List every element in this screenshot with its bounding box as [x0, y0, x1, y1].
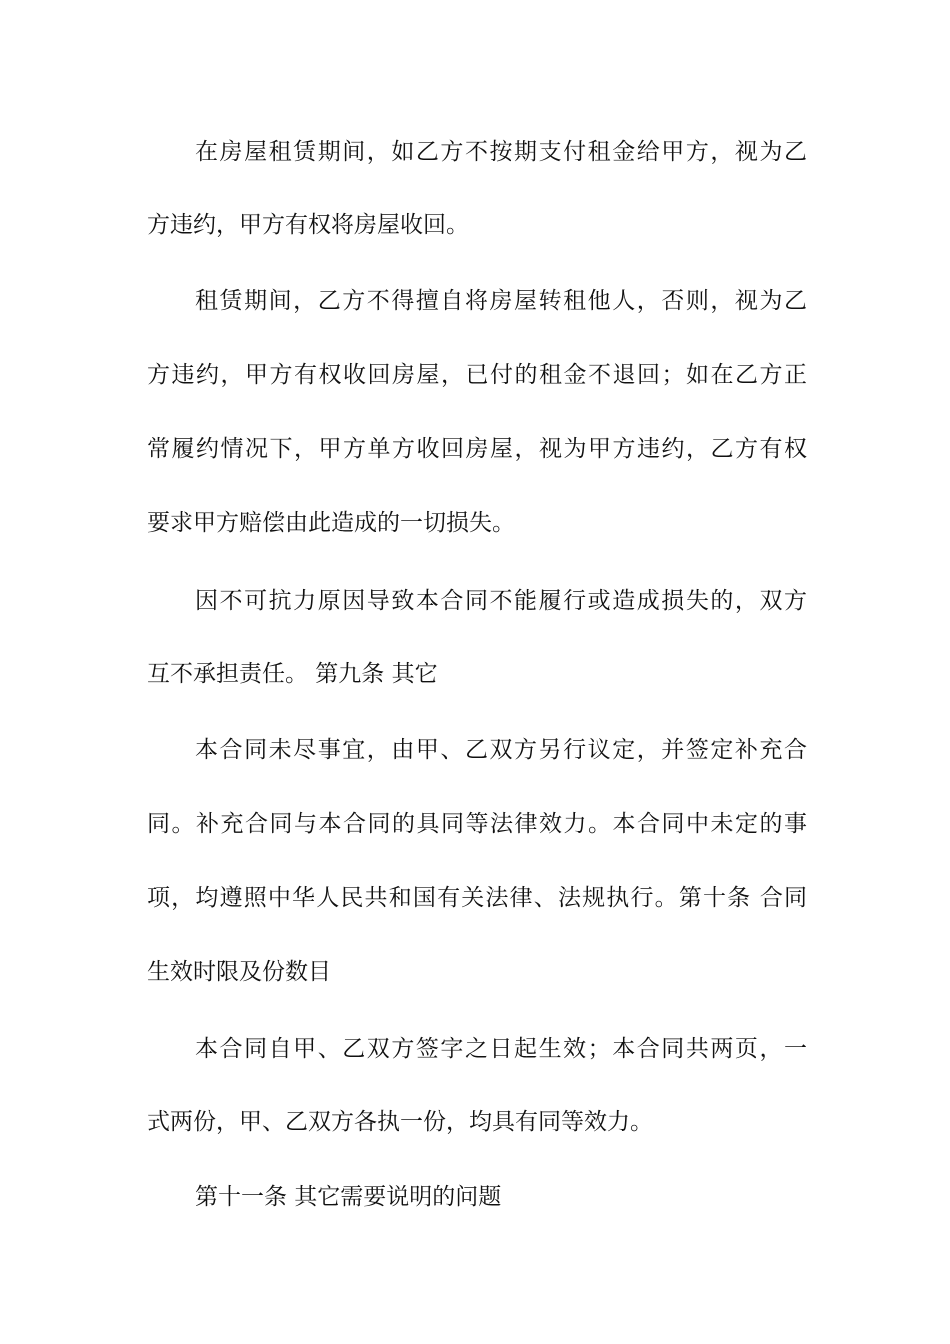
- paragraph-line: 同。补充合同与本合同的具同等法律效力。本合同中未定的事: [147, 811, 807, 837]
- section-heading: 第十一条 其它需要说明的问题: [195, 1184, 502, 1210]
- paragraph-line: 因不可抗力原因导致本合同不能履行或造成损失的，双方: [195, 588, 807, 614]
- paragraph-line: 项，均遵照中华人民共和国有关法律、法规执行。第十条 合同: [147, 885, 807, 911]
- paragraph-line: 本合同自甲、乙双方签字之日起生效；本合同共两页，一: [195, 1036, 807, 1062]
- paragraph-line: 生效时限及份数目: [147, 959, 331, 985]
- paragraph-line: 租赁期间，乙方不得擅自将房屋转租他人，否则，视为乙: [195, 288, 807, 314]
- paragraph-line: 本合同未尽事宜，由甲、乙双方另行议定，并签定补充合: [195, 737, 807, 763]
- paragraph-line: 互不承担责任。 第九条 其它: [147, 661, 438, 687]
- paragraph-line: 式两份，甲、乙双方各执一份，均具有同等效力。: [147, 1109, 653, 1135]
- paragraph-line: 要求甲方赔偿由此造成的一切损失。: [147, 510, 515, 536]
- paragraph-line: 方违约，甲方有权收回房屋，已付的租金不退回；如在乙方正: [147, 362, 807, 388]
- paragraph-line: 方违约，甲方有权将房屋收回。: [147, 212, 469, 238]
- paragraph-line: 常履约情况下，甲方单方收回房屋，视为甲方违约，乙方有权: [147, 436, 807, 462]
- paragraph-line: 在房屋租赁期间，如乙方不按期支付租金给甲方，视为乙: [195, 139, 807, 165]
